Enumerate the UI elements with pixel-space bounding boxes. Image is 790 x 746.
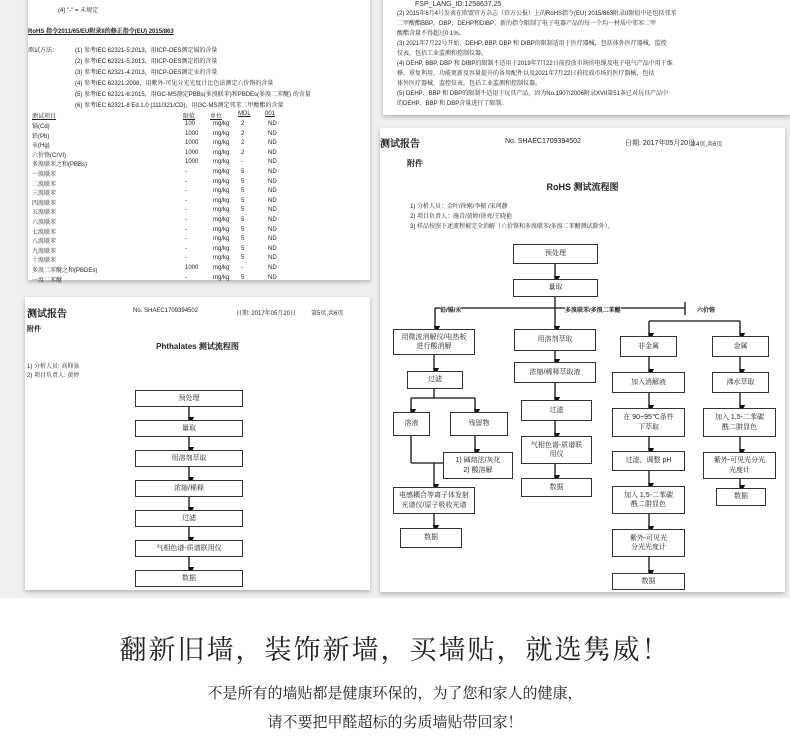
flowchart-box: 预处理 (513, 244, 598, 264)
table-cell: 七溴联苯 (32, 229, 57, 236)
flowchart-box: 数据 (521, 478, 592, 497)
flowchart-box: 量取 (135, 420, 243, 437)
flowchart-box: 沸水萃取 (712, 372, 769, 393)
flowchart-box: 数据 (612, 573, 685, 590)
table-cell: 十溴联苯 (32, 258, 57, 265)
table-cell: 100 (185, 121, 196, 127)
table-cell: - (241, 265, 243, 271)
report-page: 第5页,共6页 (311, 311, 344, 317)
table-cell: mg/kg (213, 265, 230, 271)
report-number: No. SHAEC1709394502 (505, 138, 581, 145)
table-cell: ND (268, 130, 277, 137)
flowchart-box: 过滤 (521, 400, 592, 421)
flowchart-box: 紫外-可见光 分光光度计 (612, 529, 685, 557)
table-cell: 四溴联苯 (32, 200, 57, 207)
table-cell: mg/kg (213, 140, 230, 147)
table-cell: 5 (241, 255, 245, 262)
table-row (28, 131, 370, 141)
table-cell: ND (268, 159, 277, 166)
table-cell: mg/kg (213, 226, 230, 233)
note-item: (5) DEHP、BBP 和 DBP的限制不适用于玩具产品，因为No.1907/2006附录XVII第51条已对玩具产品中 的DEHP、BBP 和 DBP含量进行了限制。 (397, 90, 668, 107)
table-cell: - (185, 217, 187, 223)
table-cell: - (185, 255, 187, 262)
table-header: 限值 (183, 114, 196, 120)
table-row (28, 169, 370, 179)
table-cell: 三溴联苯 (32, 191, 57, 198)
flowchart-box: 量取 (513, 279, 598, 297)
table-cell: 5 (241, 217, 245, 223)
table-cell: mg/kg (213, 217, 230, 223)
table-cell: ND (268, 197, 277, 204)
attachment-label: 附件 (27, 326, 41, 333)
method-item: (6) 参考IEC 62321-8 Ed.1.0 (111/321/CD)，用GC-MS测定邻苯二甲酸酯的含量 (75, 103, 284, 109)
flowchart-box: 用溶剂萃取 (135, 450, 243, 467)
table-cell: - (185, 226, 187, 233)
table-cell: mg/kg (213, 121, 230, 127)
table-cell: 六溴联苯 (32, 220, 57, 226)
flowchart-box: 在 90~95℃条件 下萃取 (612, 408, 685, 437)
table-row (28, 150, 370, 160)
table-cell: mg/kg (213, 130, 230, 137)
table-cell: 一溴二苯醚 (32, 277, 63, 284)
table-cell: 5 (241, 245, 245, 252)
table-row (28, 188, 370, 198)
table-row (28, 121, 370, 131)
flowchart-box: 过滤 (135, 510, 243, 527)
table-cell: 九溴联苯 (32, 248, 57, 255)
table-cell: ND (268, 149, 277, 156)
table-cell: - (185, 207, 187, 214)
rohs-heading: RoHS 指令2011/65/EU附录II的修正指令(EU) 2015/863 (28, 29, 174, 35)
table-header: 单位 (210, 114, 223, 120)
table-cell: mg/kg (213, 245, 230, 252)
table-cell: ND (268, 236, 277, 243)
table-row (28, 198, 370, 208)
flowchart-box: 浓缩/稀释萃取液 (514, 362, 596, 383)
report-page: 第4页,共6页 (690, 142, 723, 148)
info-line: 2) 项目负责人: 黄婷 (27, 373, 80, 379)
table-cell: 2 (241, 130, 245, 137)
table-cell: 5 (241, 197, 245, 204)
table-cell: ND (268, 245, 277, 252)
flowchart-box: 紫外-可见光分光 光度计 (703, 452, 776, 479)
table-row (28, 265, 370, 275)
note-item: (4) DEHP, BBP, DBP 和 DIBP的限制不适用于2019年7月22日前投放市场的电缆及电子电气产品中用于维 修、重复利用、功能更新及容量提升的备用配件以及2021年7月22日前投放市场的医疗器械，包括 体外医疗器械，监控仪表，包括工业监测和控制仪器。 (397, 61, 673, 87)
flowchart-box: 加入 1,5-二苯碳 酰二肼显色 (703, 408, 776, 437)
table-cell: ND (268, 226, 277, 233)
info-line: 1) 分析人员：金叶/徐刚/李振 /宋珂静 (410, 204, 508, 210)
table-cell: - (185, 274, 187, 281)
table-cell: - (185, 245, 187, 252)
table-cell: mg/kg (213, 159, 230, 166)
attachment-label: 附件 (407, 159, 423, 168)
table-cell: ND (268, 178, 277, 185)
table-cell: 5 (241, 188, 245, 195)
table-cell: 5 (241, 207, 245, 214)
table-cell: - (185, 236, 187, 243)
note-text: (4) "-" = 未规定 (58, 8, 99, 14)
table-cell: 5 (241, 169, 245, 175)
branch-label: 六价铬 (697, 305, 715, 314)
table-cell: 2 (241, 121, 245, 127)
table-cell: mg/kg (213, 149, 230, 156)
table-cell: ND (268, 255, 277, 262)
flowchart-box: 预处理 (135, 390, 243, 407)
slogan-section (0, 598, 790, 746)
table-cell: 5 (241, 226, 245, 233)
table-cell: mg/kg (213, 178, 230, 185)
table-cell: - (185, 188, 187, 195)
table-cell: 多溴联苯之和(PBBs) (32, 162, 88, 169)
table-row (28, 140, 370, 150)
method-label: 测试方法： (28, 48, 59, 54)
table-cell: 五溴联苯 (32, 210, 57, 217)
table-cell: ND (268, 217, 277, 223)
table-cell: 镉(Cd) (32, 124, 50, 130)
method-item: (2) 参考IEC 62321-5:2013，用ICP-OES测定铅的含量 (75, 59, 218, 65)
flowchart-box: 残留物 (450, 412, 508, 436)
table-cell: mg/kg (213, 188, 230, 195)
table-row (28, 275, 370, 285)
report-rohs-flowchart (380, 128, 785, 592)
table-cell: 多溴二苯醚之和(PBDEs) (32, 268, 98, 274)
table-row (28, 227, 370, 237)
table-row (28, 236, 370, 246)
table-header: 001 (265, 111, 276, 117)
table-cell: ND (268, 274, 277, 281)
table-cell: 5 (241, 236, 245, 243)
info-line: 2) 项目负责人：施青/黄婷/徐亮/王晓艳 (410, 214, 513, 220)
slogan-line-2: 请不要把甲醛超标的劣质墙贴带回家！ (267, 713, 523, 731)
note-item: (3) 2021年7月22号开始，DEHP, BBP, DBP 和 DIBP的限制适用于医疗器械，包括体外医疗器械，监控 仪表，包括工业监测和控制仪器。 (397, 40, 667, 57)
table-cell: 1000 (185, 130, 199, 137)
table-row (28, 246, 370, 256)
table-cell: 1000 (185, 149, 199, 156)
flowchart-box: 加入消解液 (612, 372, 685, 393)
table-cell: - (185, 169, 187, 175)
flowchart-box: 溶液 (393, 412, 430, 436)
flowchart-box: 电感耦合等离子体发射 光谱仪/原子吸收光谱 (393, 487, 475, 514)
report-title: 测试报告 (380, 139, 420, 150)
flowchart-box: 浓缩/稀释 (135, 480, 243, 497)
flowchart-box: 用溶剂萃取 (514, 329, 596, 351)
table-row (28, 207, 370, 217)
flowchart-box: 金属 (712, 336, 769, 357)
table-cell: mg/kg (213, 236, 230, 243)
table-cell: 5 (241, 274, 245, 281)
flowchart-box: 用微波消解仪/电热板 进行酸消解 (393, 329, 475, 355)
method-item: (5) 参考IEC 62321-6:2015，用GC-MS测定PBBs(多溴联苯)和PBDEs(多溴二苯醚) 的含量 (75, 92, 311, 98)
cut-line: FSP_LANG_ID:1258637.25 (415, 1, 502, 8)
report-title: 测试报告 (27, 309, 67, 320)
flowchart-box: 数据 (135, 570, 243, 587)
branch-label: 多溴联苯/多溴二苯醚 (565, 305, 621, 314)
flowchart-box: 加入 1,5-二苯碳 酰二肼显色 (612, 486, 685, 514)
table-cell: 1000 (185, 140, 199, 147)
slogan-line-1: 不是所有的墙贴都是健康环保的，为了您和家人的健康， (207, 684, 583, 702)
table-cell: - (241, 159, 243, 166)
flowchart-box: 过滤，调整 pH (612, 451, 685, 471)
table-cell: ND (268, 121, 277, 127)
table-cell: 八溴联苯 (32, 239, 57, 246)
table-header: MDL (238, 111, 251, 117)
table-cell: ND (268, 169, 277, 175)
table-cell: ND (268, 265, 277, 271)
table-cell: ND (268, 207, 277, 214)
table-cell: mg/kg (213, 207, 230, 214)
table-row (28, 179, 370, 189)
method-item: (4) 参考IEC 62321:2008，用紫外-可见分光光度计比色法测定六价铬的含量 (75, 81, 274, 87)
table-cell: 铅(Pb) (32, 133, 50, 140)
flowchart-box: 气相色谱-质谱联 用仪 (521, 436, 592, 464)
flowchart-box: 气相色谱-质谱联用仪 (135, 540, 243, 557)
branch-label: 铅/镉/汞 (440, 305, 461, 314)
note-item: (2) 2015年6月4号发表在欧盟官方杂志（官方公报）上的RoHS指令(EU) 2015/863附录II限值中还包括邻苯 二甲酸酯BBP，DBP，DEHP和DIBP。新的指令限制了电子电器产品的每一个均一材质中邻苯二甲 酸酯含量不得超过0.1%。 (397, 11, 677, 37)
table-cell: mg/kg (213, 169, 230, 175)
table-cell: 一溴联苯 (32, 172, 57, 178)
report-date: 日期: 2017年05月20日 (236, 311, 297, 317)
table-cell: 2 (241, 149, 245, 156)
report-rohs-notes (383, 0, 790, 115)
report-rohs-results (28, 0, 370, 284)
table-row (28, 159, 370, 169)
report-number: No. SHAEC1709394502 (133, 308, 199, 314)
flowchart-box: 数据 (400, 528, 462, 548)
flowchart-box: 数据 (716, 488, 766, 506)
table-cell: 5 (241, 178, 245, 185)
table-header: 测试项目 (32, 114, 57, 120)
table-cell: ND (268, 140, 277, 147)
table-cell: mg/kg (213, 197, 230, 204)
table-cell: 二溴联苯 (32, 181, 57, 188)
table-cell: 1000 (185, 265, 199, 271)
table-cell: 1000 (185, 159, 199, 166)
report-date: 日期: 2017年05月20日 (625, 140, 696, 147)
headline: 翻新旧墙，装饰新墙，买墙贴，就选隽威！ (119, 635, 671, 666)
table-row (28, 255, 370, 265)
table-cell: mg/kg (213, 255, 230, 262)
table-cell: mg/kg (213, 274, 230, 281)
method-item: (1) 参考IEC 62321-5:2013，用ICP-OES测定镉的含量 (75, 48, 218, 54)
table-cell: 汞(Hg) (32, 143, 50, 150)
flowchart-box: 1) 碱熔法/灰化 2) 酸溶解 (443, 452, 513, 479)
table-cell: - (185, 178, 187, 185)
flowchart-box: 非金属 (620, 336, 677, 357)
table-cell: ND (268, 188, 277, 195)
method-item: (3) 参考IEC 62321-4:2013，用ICP-OES测定汞的含量 (75, 70, 218, 76)
table-cell: 2 (241, 140, 245, 147)
flow-title: Phthalates 测试流程图 (156, 342, 239, 351)
info-line: 3) 样品按照下述流程被完全消解（六价铬和多溴联苯/多溴二苯醚测试除外）。 (410, 224, 614, 230)
flow-title: RoHS 测试流程图 (546, 182, 619, 192)
table-cell: - (185, 197, 187, 204)
info-line: 1) 分析人员: 高仰景 (27, 364, 80, 370)
table-row (28, 217, 370, 227)
table-cell: 六价铬(CrVI) (32, 152, 66, 159)
flowchart-box: 过滤 (407, 371, 463, 389)
